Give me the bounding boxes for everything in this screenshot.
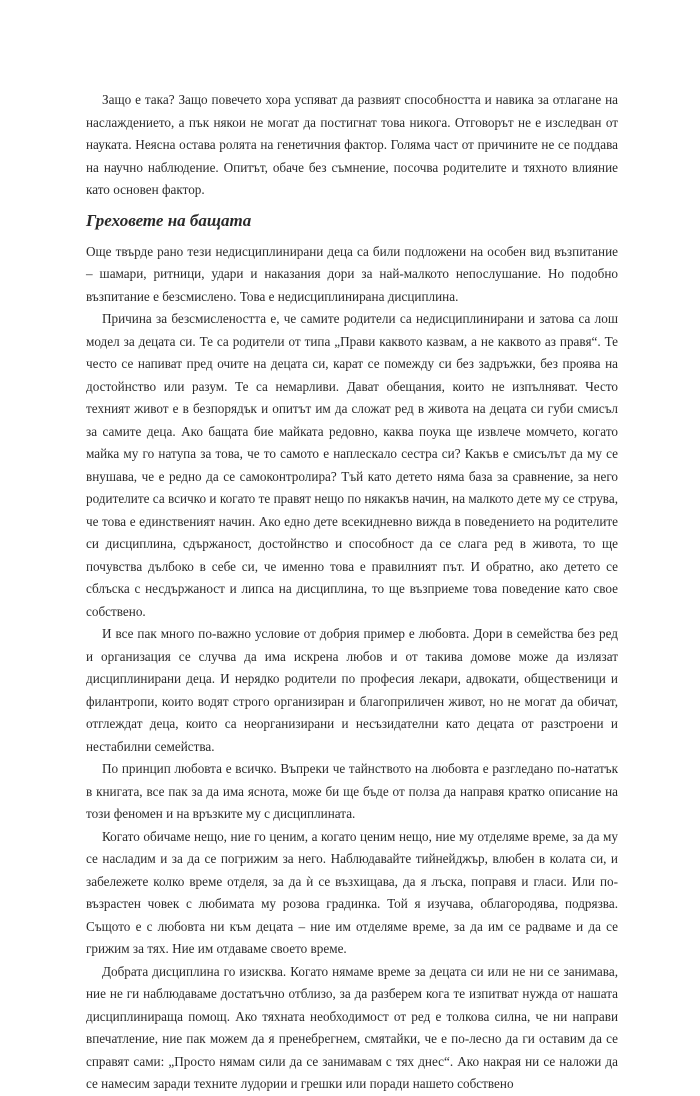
paragraph: По принцип любовта е всичко. Въпреки че тайнството на любовта е разгледано по-нататък в книгата, все пак за да има яснота, може би ще бъде от полза да направя кратко описание на този феномен и на връзките му с дисциплината. [86, 761, 618, 821]
paragraph: Добрата дисциплина го изисква. Когато нямаме време за децата си или не ни се занимава, ние не ги наблюдаваме достатъчно отблизо, за да разберем кога те изпитват нужда от нашата дисциплинираща помощ. Ако тяхната необходимост от ред е толкова силна, че ни направи впечатление, ние пак можем да я пренебрегнем, смятайки, че е по-лесно да ги оставим да се справят сами: „Просто нямам сили да се занимавам с тях днес“. Ако накрая ни се наложи да се намесим заради техните лудории и грешки или поради нашето собствено [86, 963, 618, 1091]
paragraph: Причина за безсмислеността е, че самите родители са недисциплинирани и затова са лош модел за децата си. Те са родители от типа „Прави каквото казвам, а не каквото аз правя“. Те често се напиват пред очите на децата си, карат се помежду си без задръжки, без проява на достойнство или разум. Те са немарливи. Дават обещания, които не изпълняват. Често техният живот е в безпорядък и опитът им да сложат ред в живота на децата си губи смисъл за самите деца. Ако бащата бие майката редовно, каква поука ще извлече момчето, когато майка му го натупа за това, че то самото е наплескало сестра си? Какъв е смисълът да му се внушава, че е редно да се самоконтролира? Тъй като детето няма база за сравнение, за него родителите са всичко и когато те правят нещо по някакъв начин, на малкото дете му се струва, че това е единственият начин. Ако едно дете всекидневно вижда в поведението на родителите си дисциплина, сдържаност, достойнство и способност да се слага ред в живота, то ще почувства дълбоко в себе си, че именно това е правилният път. И обратно, ако детето се сблъска с несдържаност и липса на дисциплина, то ще възприеме това поведение като свое собствено. [86, 311, 618, 619]
paragraph-intro: Защо е така? Защо повечето хора успяват да развият способността и навика за отлагане на наслаждението, а пък някои не могат да постигнат това никога. Отговорът не е изследван от науката. Неясна остава ролята на генетичния фактор. Голяма част от причините не се поддава на научно наблюдение. Опитът, обаче без съмнение, посочва родителите и тяхното влияние като основен фактор. [86, 92, 618, 197]
paragraph: Още твърде рано тези недисциплинирани деца са били подложени на особен вид възпитание – шамари, ритници, удари и наказания дори за най-малкото непослушание. Но подобно възпитание е безсмислено. Това е недисциплинирана дисциплина. [86, 243, 618, 304]
paragraph: Когато обичаме нещо, ние го ценим, а когато ценим нещо, ние му отделяме време, за да му се насладим и за да се погрижим за него. Наблюдавайте тийнейджър, влюбен в колата си, и забележете колко време отделя, за да ѝ се възхищава, да я лъска, поправя и гласи. Или по-възрастен човек с любимата му розова градинка. Той я изучава, облагородява, подрязва. Същото е с любовта ни към децата – ние им отделяме време, за да им се радваме и да се грижим за тях. Ние им отдаваме своето време. [86, 828, 618, 956]
paragraph: И все пак много по-важно условие от добрия пример е любовта. Дори в семейства без ред и организация се случва да има искрена любов и от такива домове може да излязат дисциплинирани деца. И нерядко родители по професия лекари, адвокати, общественици и филантропи, които водят строго организиран и благоприличен живот, но не могат да обичат, отглеждат деца, които са неорганизирани и несъзидателни като децата от разстроени и нестабилни семейства. [86, 626, 618, 754]
section-heading: Греховете на бащата [86, 210, 252, 230]
page-body [86, 89, 618, 1096]
